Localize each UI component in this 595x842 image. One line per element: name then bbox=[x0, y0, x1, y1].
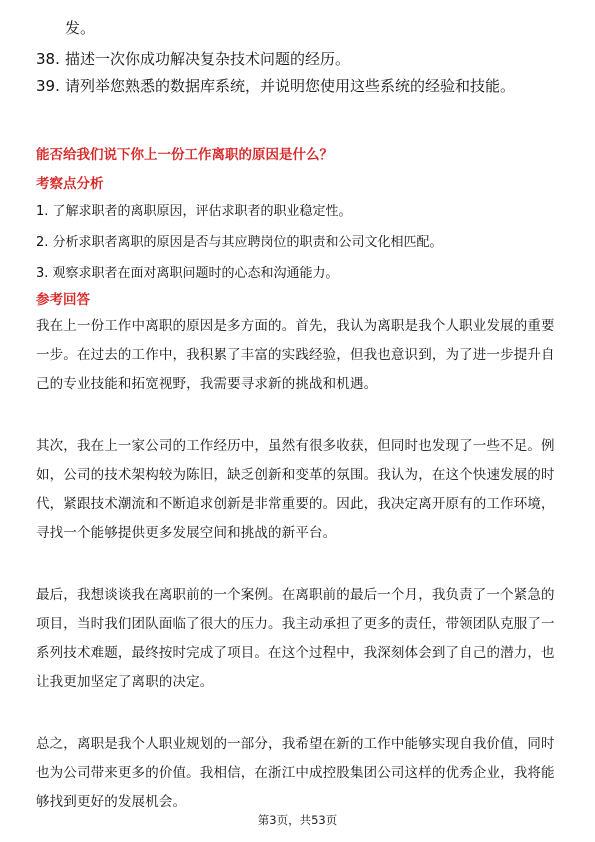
answer-paragraph: 我在上一份工作中离职的原因是多方面的。首先，我认为离职是我个人职业发展的重要一步。在过去的工作中，我积累了丰富的实践经验，但我也意识到，为了进一步提升自己的专业技能和拓宽视野，我需要寻求新的挑战和机遇。 bbox=[36, 318, 555, 392]
analysis-section bbox=[36, 174, 562, 284]
question-list bbox=[36, 16, 566, 98]
question-continuation: 发。 bbox=[65, 19, 96, 37]
question-text: 描述一次你成功解决复杂技术问题的经历。 bbox=[65, 50, 351, 68]
answer-paragraph: 最后，我想谈谈我在离职前的一个案例。在离职前的最后一个月，我负责了一个紧急的项目，当时我们团队面临了很大的压力。我主动承担了更多的责任，带领团队克服了一系列技术难题，最终按时完成了项目。在这个过程中，我深刻体会到了自己的潜力，也让我更加坚定了离职的决定。 bbox=[36, 587, 555, 690]
main-question-heading: 能否给我们说下你上一份工作离职的原因是什么？ bbox=[36, 147, 333, 163]
question-number: 39. bbox=[36, 77, 60, 95]
analysis-point: 1. 了解求职者的离职原因，评估求职者的职业稳定性。 bbox=[36, 204, 352, 219]
analysis-heading: 考察点分析 bbox=[36, 176, 104, 192]
question-text: 请列举您熟悉的数据库系统，并说明您使用这些系统的经验和技能。 bbox=[65, 77, 516, 95]
answer-section bbox=[36, 290, 562, 817]
answer-heading: 参考回答 bbox=[36, 292, 90, 308]
analysis-point: 2. 分析求职者离职的原因是否与其应聘岗位的职责和公司文化相匹配。 bbox=[36, 235, 443, 250]
answer-paragraph: 总之，离职是我个人职业规划的一部分，我希望在新的工作中能够实现自我价值，同时也为公司带来更多的价值。我相信，在浙江中成控股集团公司这样的优秀企业，我将能够找到更好的发展机会。 bbox=[36, 736, 555, 810]
question-number: 38. bbox=[36, 50, 60, 68]
page-number: 第3页，共53页 bbox=[257, 813, 338, 827]
main-question-section bbox=[36, 145, 562, 165]
question-item-39 bbox=[36, 74, 566, 98]
question-item-38 bbox=[36, 47, 566, 71]
answer-paragraph: 其次，我在上一家公司的工作经历中，虽然有很多收获，但同时也发现了一些不足。例如，公司的技术架构较为陈旧，缺乏创新和变革的氛围。我认为，在这个快速发展的时代，紧跟技术潮流和不断追求创新是非常重要的。因此，我决定离开原有的工作环境，寻找一个能够提供更多发展空间和挑战的新平台。 bbox=[36, 438, 555, 541]
analysis-point: 3. 观察求职者在面对离职问题时的心态和沟通能力。 bbox=[36, 266, 339, 281]
